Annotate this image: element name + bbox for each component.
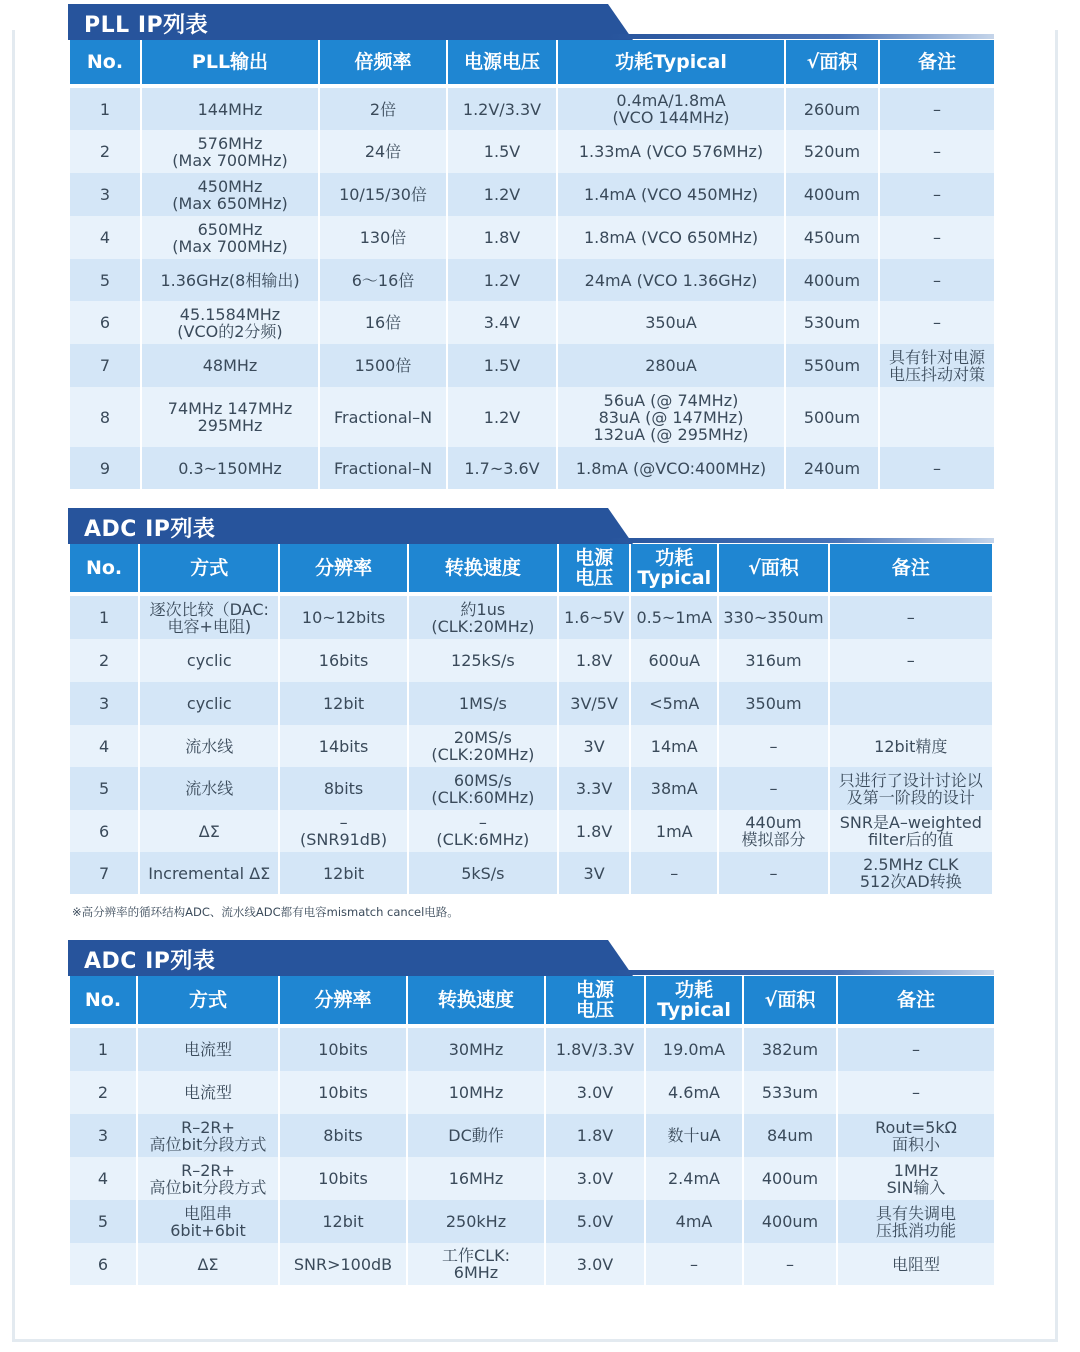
- table-cell: 10~12bits: [280, 596, 406, 639]
- table-row: [70, 725, 992, 767]
- table-cell: 10bits: [280, 1157, 406, 1200]
- column-header: 备注: [838, 976, 994, 1028]
- cell-line: 6bit+6bit: [170, 1220, 246, 1240]
- cell-line: 压抵消功能: [875, 1220, 956, 1240]
- table-row: [70, 447, 994, 489]
- pll-table-body: [70, 88, 994, 489]
- header-row: [70, 544, 992, 596]
- table-cell: 1.2V: [448, 387, 556, 447]
- cell-line: (Max 700MHz): [172, 236, 288, 256]
- column-header: √面积: [744, 976, 836, 1028]
- column-header: PLL输出: [142, 40, 318, 88]
- cell-line: R–2R+: [181, 1117, 235, 1137]
- table-cell: –: [880, 130, 994, 173]
- table-cell: [408, 1243, 544, 1285]
- adc-section-2-title: ADC IP列表: [84, 949, 216, 974]
- cell-line: 45.1584MHz: [179, 304, 281, 324]
- cell-line: 512次AD转换: [859, 872, 962, 891]
- cell-line: 工作CLK:: [442, 1246, 510, 1265]
- table-cell: –: [830, 596, 992, 639]
- table-cell: [830, 810, 992, 852]
- adc-table-1: [68, 544, 994, 894]
- table-cell: 520um: [786, 130, 878, 173]
- table-cell: 382um: [744, 1028, 836, 1071]
- table-cell: 1.8V/3.3V: [546, 1028, 644, 1071]
- table-cell: 12bit: [280, 682, 406, 725]
- table-cell: [142, 173, 318, 216]
- cell-line: 20MS/s: [453, 728, 512, 747]
- cell-line: 0.4mA/1.8mA: [616, 91, 726, 110]
- cell-line: (CLK:60MHz): [431, 787, 535, 807]
- table-row: [70, 301, 994, 344]
- table-row: [70, 639, 992, 682]
- table-cell: –: [880, 447, 994, 489]
- table-cell: 1500倍: [320, 344, 446, 387]
- table-cell: 48MHz: [142, 344, 318, 387]
- table-cell: 38mA: [631, 767, 717, 810]
- table-cell: 24mA (VCO 1.36GHz): [558, 259, 784, 301]
- column-header: 倍频率: [320, 40, 446, 88]
- table-cell: 3.4V: [448, 301, 556, 344]
- table-cell: 10/15/30倍: [320, 173, 446, 216]
- cell-line: 只进行了设计讨论以: [838, 770, 983, 790]
- cell-line: 295MHz: [197, 416, 263, 435]
- column-header: [559, 544, 629, 596]
- table-cell: –: [880, 173, 994, 216]
- table-cell: DC動作: [408, 1114, 544, 1157]
- pll-section-header: [68, 4, 994, 40]
- table-cell: 0.5~1mA: [631, 596, 717, 639]
- table-cell: 12bit: [280, 1200, 406, 1243]
- table-row: [70, 173, 994, 216]
- table-cell: 1.8V: [448, 216, 556, 259]
- table-row: [70, 596, 992, 639]
- table-cell: 1.6~5V: [559, 596, 629, 639]
- table-cell: 84um: [744, 1114, 836, 1157]
- table-cell: [719, 810, 827, 852]
- cell-line: 具有针对电源: [888, 347, 985, 367]
- table-row: [70, 1028, 994, 1071]
- cell-line: SIN输入: [886, 1177, 946, 1197]
- table-cell: –: [719, 725, 827, 767]
- row-number-cell: 1: [70, 88, 140, 130]
- table-cell: 1.8mA (VCO 650MHz): [558, 216, 784, 259]
- table-cell: <5mA: [631, 682, 717, 725]
- column-header: [646, 976, 742, 1028]
- table-cell: –: [631, 852, 717, 894]
- table-cell: 5kS/s: [409, 852, 557, 894]
- table-row: [70, 344, 994, 387]
- cell-line: 1MHz: [893, 1160, 939, 1180]
- table-cell: 400um: [744, 1157, 836, 1200]
- table-row: [70, 852, 992, 894]
- table-cell: 1.8V: [559, 639, 629, 682]
- cell-line: 56uA (@ 74MHz): [603, 390, 739, 410]
- table-cell: [830, 852, 992, 894]
- column-header: √面积: [719, 544, 827, 596]
- table-cell: [558, 88, 784, 130]
- table-cell: 10bits: [280, 1071, 406, 1114]
- adc-table-1-header: [70, 544, 992, 596]
- row-number-cell: 8: [70, 387, 140, 447]
- table-cell: 240um: [786, 447, 878, 489]
- table-cell: 3V: [559, 725, 629, 767]
- table-row: [70, 1157, 994, 1200]
- table-cell: 1.8mA (@VCO:400MHz): [558, 447, 784, 489]
- row-number-cell: 5: [70, 259, 140, 301]
- table-cell: 3V/5V: [559, 682, 629, 725]
- table-cell: 1mA: [631, 810, 717, 852]
- table-cell: 12bit: [280, 852, 406, 894]
- adc-section-1-title: ADC IP列表: [84, 517, 216, 542]
- cell-line: filter后的值: [868, 830, 954, 849]
- table-cell: –: [880, 216, 994, 259]
- column-header: 电源电压: [448, 40, 556, 88]
- table-cell: 10bits: [280, 1028, 406, 1071]
- table-cell: 4mA: [646, 1200, 742, 1243]
- row-number-cell: 1: [70, 1028, 136, 1071]
- cell-line: R–2R+: [181, 1160, 235, 1180]
- cell-line: 650MHz: [197, 219, 263, 239]
- column-header: No.: [70, 976, 136, 1028]
- row-number-cell: 6: [70, 810, 138, 852]
- table-cell: 8bits: [280, 767, 406, 810]
- table-row: [70, 1200, 994, 1243]
- table-cell: [409, 810, 557, 852]
- table-cell: [880, 344, 994, 387]
- cell-line: 电源: [575, 547, 614, 569]
- table-cell: 400um: [786, 259, 878, 301]
- cell-line: Rout=5kΩ: [875, 1117, 957, 1137]
- table-row: [70, 810, 992, 852]
- table-cell: –: [838, 1071, 994, 1114]
- header-row: [70, 40, 994, 88]
- cell-line: (CLK:6MHz): [436, 830, 530, 849]
- table-cell: 10MHz: [408, 1071, 544, 1114]
- row-number-cell: 1: [70, 596, 138, 639]
- cell-line: (VCO 144MHz): [612, 108, 730, 127]
- table-cell: 30MHz: [408, 1028, 544, 1071]
- column-header: 方式: [138, 976, 278, 1028]
- table-cell: [142, 387, 318, 447]
- table-cell: 24倍: [320, 130, 446, 173]
- table-cell: [142, 301, 318, 344]
- table-cell: –: [880, 259, 994, 301]
- table-cell: –: [646, 1243, 742, 1285]
- table-row: [70, 387, 994, 447]
- row-number-cell: 3: [70, 173, 140, 216]
- table-cell: [558, 387, 784, 447]
- table-cell: ΔΣ: [140, 810, 278, 852]
- column-header: 备注: [830, 544, 992, 596]
- table-cell: 16MHz: [408, 1157, 544, 1200]
- row-number-cell: 6: [70, 301, 140, 344]
- cell-line: (CLK:20MHz): [431, 616, 535, 636]
- adc-section-2: [68, 940, 994, 1285]
- cell-line: 逐次比较（DAC:: [149, 599, 269, 619]
- table-cell: [838, 1157, 994, 1200]
- cell-line: 功耗: [655, 547, 694, 569]
- table-cell: 1.36GHz(8相输出): [142, 259, 318, 301]
- cell-line: 电容+电阻): [167, 616, 252, 636]
- column-header: 分辨率: [280, 544, 406, 596]
- table-cell: 3.0V: [546, 1157, 644, 1200]
- cell-line: 模拟部分: [741, 830, 806, 849]
- cell-line: (SNR91dB): [299, 830, 388, 849]
- table-cell: 电阻型: [838, 1243, 994, 1285]
- column-header: 功耗Typical: [558, 40, 784, 88]
- cell-line: 2.5MHz CLK: [863, 855, 959, 874]
- cell-line: (Max 700MHz): [172, 150, 288, 170]
- table-cell: Incremental ΔΣ: [140, 852, 278, 894]
- table-cell: –: [838, 1028, 994, 1071]
- column-header: 方式: [140, 544, 278, 596]
- table-cell: 280uA: [558, 344, 784, 387]
- table-cell: 4.6mA: [646, 1071, 742, 1114]
- table-cell: [838, 1114, 994, 1157]
- table-cell: [138, 1200, 278, 1243]
- row-number-cell: 4: [70, 725, 138, 767]
- pll-table-header: [70, 40, 994, 88]
- table-cell: cyclic: [140, 639, 278, 682]
- cell-line: 电压: [575, 999, 614, 1021]
- adc-table-1-body: [70, 596, 992, 894]
- pll-table: [68, 40, 996, 489]
- row-number-cell: 6: [70, 1243, 136, 1285]
- cell-line: 电源: [575, 979, 614, 1001]
- table-cell: 1MS/s: [409, 682, 557, 725]
- table-cell: 14bits: [280, 725, 406, 767]
- table-cell: 125kS/s: [409, 639, 557, 682]
- table-cell: 0.3~150MHz: [142, 447, 318, 489]
- table-cell: –: [880, 88, 994, 130]
- row-number-cell: 4: [70, 1157, 136, 1200]
- table-cell: 400um: [744, 1200, 836, 1243]
- table-cell: 400um: [786, 173, 878, 216]
- table-cell: [142, 130, 318, 173]
- column-header: 转换速度: [408, 976, 544, 1028]
- column-header: [631, 544, 717, 596]
- table-cell: 1.33mA (VCO 576MHz): [558, 130, 784, 173]
- table-row: [70, 130, 994, 173]
- table-cell: [280, 810, 406, 852]
- column-header: √面积: [786, 40, 878, 88]
- table-cell: 1.5V: [448, 130, 556, 173]
- table-cell: [409, 596, 557, 639]
- table-cell: 3.0V: [546, 1243, 644, 1285]
- table-cell: 12bit精度: [830, 725, 992, 767]
- table-row: [70, 88, 994, 130]
- cell-line: (CLK:20MHz): [431, 745, 535, 764]
- table-cell: 260um: [786, 88, 878, 130]
- table-cell: 550um: [786, 344, 878, 387]
- column-header: 转换速度: [409, 544, 557, 596]
- cell-line: 电阻串: [183, 1203, 232, 1223]
- table-cell: 533um: [744, 1071, 836, 1114]
- table-cell: [142, 216, 318, 259]
- row-number-cell: 9: [70, 447, 140, 489]
- table-cell: 130倍: [320, 216, 446, 259]
- table-cell: 600uA: [631, 639, 717, 682]
- cell-line: 450MHz: [197, 176, 263, 196]
- table-cell: 流水线: [140, 767, 278, 810]
- cell-line: 面积小: [891, 1134, 940, 1154]
- table-cell: [830, 682, 992, 725]
- header-row: [70, 976, 994, 1028]
- table-cell: [138, 1157, 278, 1200]
- cell-line: 74MHz 147MHz: [167, 399, 293, 418]
- table-cell: –: [719, 852, 827, 894]
- table-cell: 316um: [719, 639, 827, 682]
- row-number-cell: 3: [70, 1114, 136, 1157]
- table-cell: 14mA: [631, 725, 717, 767]
- pll-section-title: PLL IP列表: [84, 13, 209, 38]
- table-cell: 电流型: [138, 1028, 278, 1071]
- adc-section-1: [68, 508, 994, 894]
- table-cell: 2倍: [320, 88, 446, 130]
- cell-line: 440um: [745, 813, 802, 832]
- cell-line: 电压: [575, 567, 614, 589]
- table-cell: 1.2V: [448, 259, 556, 301]
- cell-line: SNR是A–weighted: [839, 813, 982, 832]
- table-cell: 530um: [786, 301, 878, 344]
- cell-line: –: [339, 813, 348, 832]
- table-cell: 1.4mA (VCO 450MHz): [558, 173, 784, 216]
- table-row: [70, 1071, 994, 1114]
- cell-line: Typical: [637, 567, 712, 589]
- row-number-cell: 2: [70, 130, 140, 173]
- table-cell: 1.2V: [448, 173, 556, 216]
- table-cell: [140, 596, 278, 639]
- table-cell: ΔΣ: [138, 1243, 278, 1285]
- table-cell: 1.2V/3.3V: [448, 88, 556, 130]
- row-number-cell: 5: [70, 1200, 136, 1243]
- table-cell: 5.0V: [546, 1200, 644, 1243]
- cell-line: 高位bit分段方式: [149, 1134, 267, 1154]
- table-cell: [409, 767, 557, 810]
- adc-section-2-header: [68, 940, 994, 976]
- table-cell: –: [744, 1243, 836, 1285]
- cell-line: 576MHz: [197, 133, 263, 153]
- table-row: [70, 216, 994, 259]
- table-cell: [838, 1200, 994, 1243]
- table-cell: 3.0V: [546, 1071, 644, 1114]
- adc-section-1-header: [68, 508, 994, 544]
- cell-line: 高位bit分段方式: [149, 1177, 267, 1197]
- table-cell: [409, 725, 557, 767]
- row-number-cell: 2: [70, 639, 138, 682]
- table-cell: 350uA: [558, 301, 784, 344]
- table-cell: SNR>100dB: [280, 1243, 406, 1285]
- table-cell: cyclic: [140, 682, 278, 725]
- table-row: [70, 1114, 994, 1157]
- adc-table-2: [68, 976, 996, 1285]
- cell-line: Typical: [657, 999, 731, 1021]
- table-row: [70, 1243, 994, 1285]
- cell-line: 83uA (@ 147MHz): [598, 407, 744, 427]
- table-cell: 1.5V: [448, 344, 556, 387]
- cell-line: 132uA (@ 295MHz): [593, 424, 749, 444]
- table-cell: Fractional–N: [320, 447, 446, 489]
- cell-line: –: [478, 813, 487, 832]
- table-cell: 数十uA: [646, 1114, 742, 1157]
- column-header: [546, 976, 644, 1028]
- row-number-cell: 5: [70, 767, 138, 810]
- table-cell: 3V: [559, 852, 629, 894]
- table-cell: 330~350um: [719, 596, 827, 639]
- pll-section: [68, 4, 994, 489]
- cell-line: 6MHz: [453, 1263, 499, 1282]
- adc-table-2-body: [70, 1028, 994, 1285]
- table-row: [70, 682, 992, 725]
- cell-line: 功耗: [674, 979, 713, 1001]
- cell-line: 具有失调电: [875, 1203, 956, 1223]
- table-cell: [830, 767, 992, 810]
- row-number-cell: 2: [70, 1071, 136, 1114]
- cell-line: 电压抖动对策: [888, 364, 985, 384]
- table-cell: –: [830, 639, 992, 682]
- row-number-cell: 3: [70, 682, 138, 725]
- table-cell: 500um: [786, 387, 878, 447]
- table-cell: 16倍: [320, 301, 446, 344]
- table-cell: [138, 1114, 278, 1157]
- table-cell: Fractional–N: [320, 387, 446, 447]
- cell-line: 60MS/s: [453, 770, 512, 790]
- cell-line: (VCO的2分频): [177, 321, 283, 341]
- table-row: [70, 259, 994, 301]
- cell-line: 約1us: [460, 599, 506, 619]
- table-cell: 3.3V: [559, 767, 629, 810]
- footnote: ※高分辨率的循环结构ADC、流水线ADC都有电容mismatch cancel电路。: [72, 905, 459, 919]
- table-cell: 1.7~3.6V: [448, 447, 556, 489]
- cell-line: (Max 650MHz): [172, 193, 288, 213]
- table-cell: 250kHz: [408, 1200, 544, 1243]
- table-cell: 流水线: [140, 725, 278, 767]
- row-number-cell: 7: [70, 344, 140, 387]
- table-cell: 电流型: [138, 1071, 278, 1114]
- table-cell: 6～16倍: [320, 259, 446, 301]
- adc-table-2-header: [70, 976, 994, 1028]
- table-cell: 8bits: [280, 1114, 406, 1157]
- table-cell: 16bits: [280, 639, 406, 682]
- column-header: No.: [70, 544, 138, 596]
- row-number-cell: 4: [70, 216, 140, 259]
- table-row: [70, 767, 992, 810]
- table-cell: –: [719, 767, 827, 810]
- table-cell: 450um: [786, 216, 878, 259]
- table-cell: 1.8V: [546, 1114, 644, 1157]
- table-cell: [880, 387, 994, 447]
- column-header: 分辨率: [280, 976, 406, 1028]
- table-cell: –: [880, 301, 994, 344]
- cell-line: 及第一阶段的设计: [846, 787, 975, 807]
- table-cell: 19.0mA: [646, 1028, 742, 1071]
- column-header: 备注: [880, 40, 994, 88]
- table-cell: 350um: [719, 682, 827, 725]
- table-cell: 1.8V: [559, 810, 629, 852]
- column-header: No.: [70, 40, 140, 88]
- table-cell: 2.4mA: [646, 1157, 742, 1200]
- table-cell: 144MHz: [142, 88, 318, 130]
- row-number-cell: 7: [70, 852, 138, 894]
